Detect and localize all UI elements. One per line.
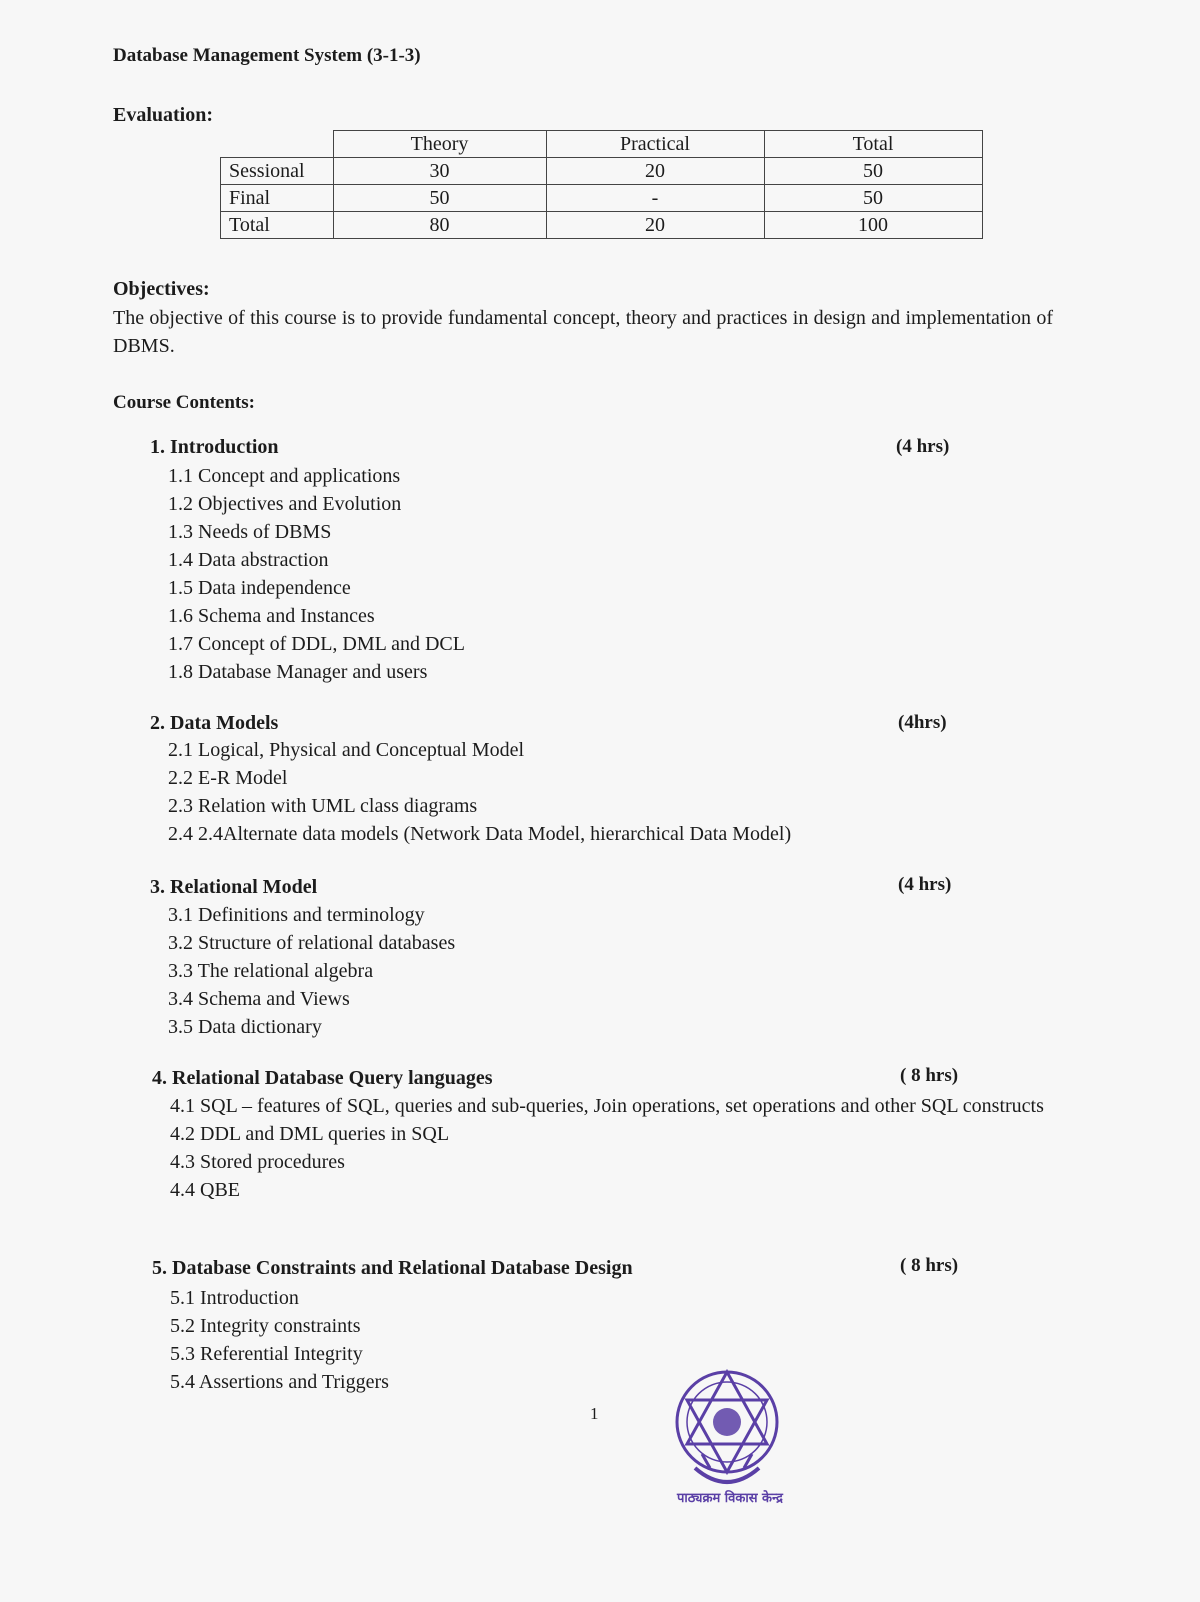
list-item: 1.1 Concept and applications [168,465,401,487]
list-item: 2.1 Logical, Physical and Conceptual Model [168,739,525,761]
section-hours: ( 8 hrs) [900,1065,959,1086]
objectives-heading: Objectives: [113,278,210,300]
table-cell: 80 [333,212,546,239]
section-title: 3. Relational Model [150,876,318,898]
table-cell: 20 [546,158,764,185]
table-header-theory: Theory [333,131,546,158]
list-item: 4.2 DDL and DML queries in SQL [170,1123,450,1145]
list-item: 1.2 Objectives and Evolution [168,493,402,515]
evaluation-heading: Evaluation: [113,104,214,126]
section-title: 1. Introduction [150,436,279,458]
table-cell: 50 [764,185,982,212]
table-cell: 50 [764,158,982,185]
university-seal-icon [655,1350,805,1515]
table-header-practical: Practical [546,131,764,158]
list-item: 3.1 Definitions and terminology [168,904,425,926]
table-cell [221,131,334,158]
section-hours: (4 hrs) [898,874,952,895]
table-row [221,158,983,185]
section-hours: ( 8 hrs) [900,1255,959,1276]
list-item: 4.3 Stored procedures [170,1151,345,1173]
section-item-list [168,901,455,1041]
table-header-total: Total [764,131,982,158]
table-cell: 50 [333,185,546,212]
table-cell: 20 [546,212,764,239]
list-item: 3.2 Structure of relational databases [168,932,456,954]
section-item-list [170,1092,1078,1204]
list-item: 3.3 The relational algebra [168,960,374,982]
course-contents-heading: Course Contents: [113,392,255,413]
list-item: 5.1 Introduction [170,1287,299,1309]
list-item: 2.2 E-R Model [168,767,288,789]
list-item: 5.4 Assertions and Triggers [170,1371,389,1393]
section-item-list [170,1284,389,1396]
evaluation-table [220,130,983,239]
list-item: 5.2 Integrity constraints [170,1315,361,1337]
section-hours: (4 hrs) [896,436,950,457]
list-item: 1.4 Data abstraction [168,549,329,571]
list-item: 3.5 Data dictionary [168,1016,322,1038]
section-title: 4. Relational Database Query languages [152,1067,493,1089]
section-hours: (4hrs) [898,712,947,733]
table-cell: 100 [764,212,982,239]
list-item: 1.8 Database Manager and users [168,661,428,683]
table-row-label: Total [221,212,334,239]
table-row [221,185,983,212]
objectives-text: The objective of this course is to provide fundamental concept, theory and practices in design and implementation of DBMS. [113,307,1053,357]
table-row-label: Final [221,185,334,212]
list-item: 1.3 Needs of DBMS [168,521,332,543]
seal-text: पाठ्यक्रम विकास केन्द्र [677,1491,783,1506]
list-item: 2.3 Relation with UML class diagrams [168,795,478,817]
table-row-label: Sessional [221,158,334,185]
course-title: Database Management System (3-1-3) [113,45,421,66]
table-row [221,212,983,239]
list-item: 3.4 Schema and Views [168,988,350,1010]
list-item: 4.4 QBE [170,1179,240,1201]
section-item-list [168,462,465,686]
section-title: 5. Database Constraints and Relational Database Design [152,1257,633,1279]
table-header-row [221,131,983,158]
list-item: 4.1 SQL – features of SQL, queries and sub-queries, Join operations, set operations and other SQL constructs [170,1095,1044,1117]
page-number: 1 [590,1404,599,1423]
section-title: 2. Data Models [150,712,279,734]
table-cell: 30 [333,158,546,185]
list-item: 1.6 Schema and Instances [168,605,375,627]
list-item: 1.7 Concept of DDL, DML and DCL [168,633,465,655]
list-item: 5.3 Referential Integrity [170,1343,363,1365]
section-item-list [168,736,791,848]
list-item: 2.4 2.4Alternate data models (Network Data Model, hierarchical Data Model) [168,823,792,845]
list-item: 1.5 Data independence [168,577,351,599]
table-cell: - [546,185,764,212]
